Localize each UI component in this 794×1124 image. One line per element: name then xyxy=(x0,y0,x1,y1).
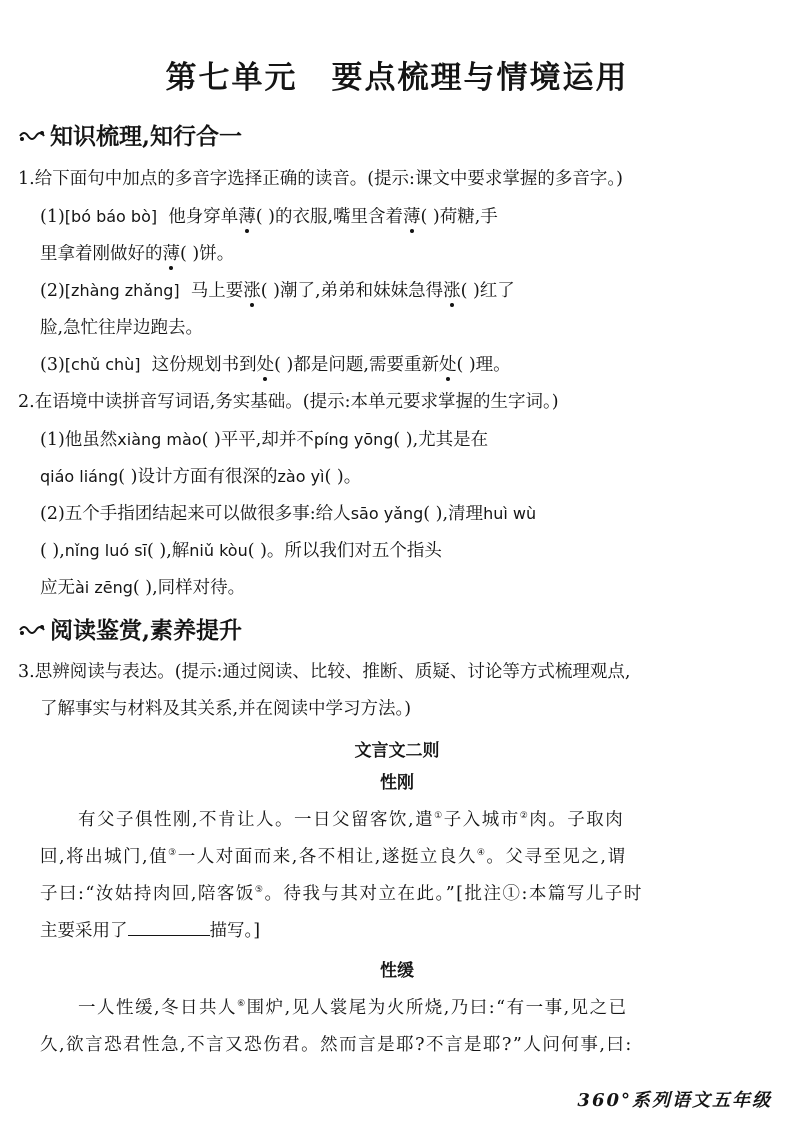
q1-item-2-line-1: (2)[zhàng zhǎng] 马上要涨( )潮了,弟弟和妹妹急得涨( )红了 xyxy=(40,281,515,301)
q1-item-1-line-2: 里拿着刚做好的薄( )饼。 xyxy=(40,244,235,264)
text-2-line-2: 久,欲言恐君性急,不言又恐伤君。然而言是耶?不言是耶?”人问何事,曰: xyxy=(40,1035,633,1055)
q2-item-2-line-1: (2)五个手指团结起来可以做很多事:给人sāo yǎng( ),清理huì wù xyxy=(40,504,537,524)
section-heading-knowledge: 知识梳理,知行合一 xyxy=(18,118,242,151)
q1-stem: 1.给下面句中加点的多音字选择正确的读音。(提示:课文中要求掌握的多音字。) xyxy=(18,169,623,189)
answer-blank[interactable] xyxy=(128,919,210,936)
q2-stem: 2.在语境中读拼音写词语,务实基础。(提示:本单元要求掌握的生字词。) xyxy=(18,392,559,412)
q2-item-2-line-2: ( ),nǐng luó sī( ),解niǔ kòu( )。所以我们对五个指头 xyxy=(40,541,442,561)
text-1-title: 性刚 xyxy=(380,773,414,793)
q3-stem-line-1: 3.思辨阅读与表达。(提示:通过阅读、比较、推断、质疑、讨论等方式梳理观点, xyxy=(18,662,631,682)
q1-item-1-line-1: (1)[bó báo bò] 他身穿单薄( )的衣服,嘴里含着薄( )荷糖,手 xyxy=(40,207,498,227)
text-1-line-2: 回,将出城门,值③一人对面而来,各不相让,遂挺立良久④。父寻至见之,谓 xyxy=(40,847,627,867)
q3-stem-line-2: 了解事实与材料及其关系,并在阅读中学习方法。) xyxy=(40,699,412,719)
q2-item-2-line-3: 应无ài zēng( ),同样对待。 xyxy=(40,578,246,598)
footer-series: 360°系列语文五年级 xyxy=(577,1090,772,1111)
scroll-ornament-icon xyxy=(18,129,46,143)
q2-item-1-line-2: qiáo liáng( )设计方面有很深的zào yì( )。 xyxy=(40,467,362,487)
text-1-line-3: 子曰:“汝姑持肉回,陪客饭⑤。待我与其对立在此。”[批注①:本篇写儿子时 xyxy=(40,884,643,904)
text-1-line-4: 主要采用了 描写。] xyxy=(40,921,261,941)
section-heading-reading: 阅读鉴赏,素养提升 xyxy=(18,612,242,645)
page-title: 第七单元 要点梳理与情境运用 xyxy=(165,60,629,96)
q1-item-3-line-1: (3)[chǔ chù] 这份规划书到处( )都是问题,需要重新处( )理。 xyxy=(40,355,511,375)
scroll-ornament-icon xyxy=(18,623,46,637)
passage-heading: 文言文二则 xyxy=(354,741,440,761)
q2-item-1-line-1: (1)他虽然xiàng mào( )平平,却并不píng yōng( ),尤其是在 xyxy=(40,430,489,450)
text-1-line-1: 有父子俱性刚,不肯让人。一日父留客饮,遣①子入城市②肉。子取肉 xyxy=(78,810,625,830)
text-2-title: 性缓 xyxy=(380,961,414,981)
q1-item-2-line-2: 脸,急忙往岸边跑去。 xyxy=(40,318,204,338)
text-2-line-1: 一人性缓,冬日共人⑥围炉,见人裳尾为火所烧,乃曰:“有一事,见之已 xyxy=(78,998,628,1018)
